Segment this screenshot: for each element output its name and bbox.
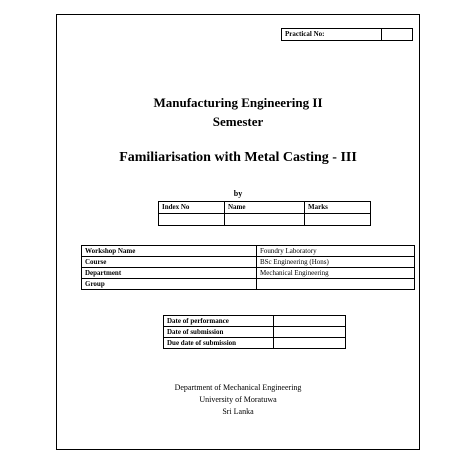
footer-country: Sri Lanka — [222, 407, 254, 416]
footer-department: Department of Mechanical Engineering — [174, 383, 302, 392]
course-semester: Semester — [212, 114, 264, 129]
date-of-submission-label: Date of submission — [164, 327, 274, 338]
table-row — [159, 202, 371, 214]
practical-no-label: Practical No: — [282, 29, 382, 41]
footer-university: University of Moratuwa — [199, 395, 277, 404]
practical-number-table — [281, 28, 413, 41]
table-row — [164, 327, 346, 338]
table-row — [82, 257, 415, 268]
table-row — [82, 279, 415, 290]
marks-cell[interactable] — [305, 214, 371, 226]
index-no-header: Index No — [159, 202, 225, 214]
course-label: Course — [82, 257, 257, 268]
practical-no-value[interactable] — [382, 29, 413, 41]
date-of-submission-value[interactable] — [274, 327, 346, 338]
practical-title: Familiarisation with Metal Casting - III — [119, 150, 357, 165]
table-row — [164, 316, 346, 327]
date-of-performance-label: Date of performance — [164, 316, 274, 327]
name-cell[interactable] — [225, 214, 305, 226]
index-no-cell[interactable] — [159, 214, 225, 226]
due-date-value[interactable] — [274, 338, 346, 349]
table-row — [82, 268, 415, 279]
by-label: by — [233, 189, 243, 198]
due-date-label: Due date of submission — [164, 338, 274, 349]
group-value[interactable] — [257, 279, 415, 290]
department-label: Department — [82, 268, 257, 279]
student-table — [158, 201, 371, 226]
marks-header: Marks — [305, 202, 371, 214]
group-label: Group — [82, 279, 257, 290]
table-row — [82, 246, 415, 257]
workshop-name-value: Foundry Laboratory — [257, 246, 415, 257]
course-value: BSc Engineering (Hons) — [257, 257, 415, 268]
course-title: Manufacturing Engineering II — [153, 95, 323, 110]
table-row — [164, 338, 346, 349]
department-value: Mechanical Engineering — [257, 268, 415, 279]
date-of-performance-value[interactable] — [274, 316, 346, 327]
dates-table — [163, 315, 346, 349]
document-page — [56, 14, 420, 450]
table-row — [159, 214, 371, 226]
workshop-details-table — [81, 245, 415, 290]
name-header: Name — [225, 202, 305, 214]
workshop-name-label: Workshop Name — [82, 246, 257, 257]
